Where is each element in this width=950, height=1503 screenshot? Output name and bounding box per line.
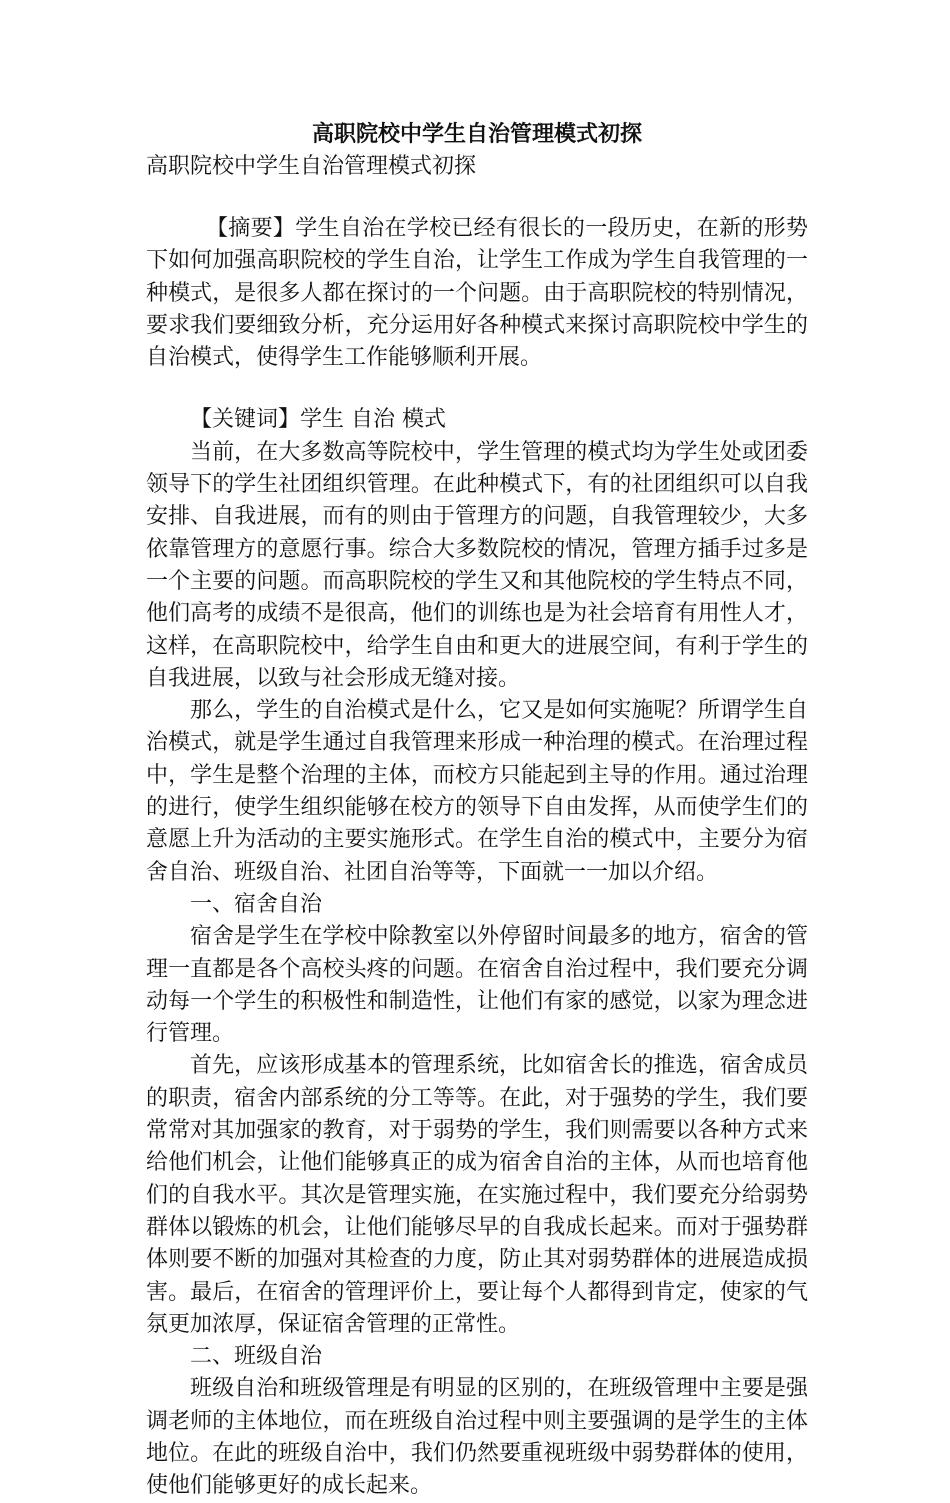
document-page <box>146 118 808 1503</box>
body-paragraph: 宿舍是学生在学校中除教室以外停留时间最多的地方，宿舍的管理一直都是各个高校头疼的问题。在宿舍自治过程中，我们要充分调动每一个学生的积极性和制造性，让他们有家的感觉，以家为理念进行管理。 <box>146 924 808 1047</box>
document-subtitle: 高职院校中学生自治管理模式初探 <box>146 154 477 179</box>
body-paragraph: 首先，应该形成基本的管理系统，比如宿舍长的推选，宿舍成员的职责，宿舍内部系统的分工等等。在此，对于强势的学生，我们要常常对其加强家的教育，对于弱势的学生，我们则需要以各种方式来给他们机会，让他们能够真正的成为宿舍自治的主体，从而也培育他们的自我水平。其次是管理实施，在实施过程中，我们要充分给弱势群体以锻炼的机会，让他们能够尽早的自我成长起来。而对于强势群体则要不断的加强对其检查的力度，防止其对弱势群体的进展造成损害。最后，在宿舍的管理评价上，要让每个人都得到肯定，使家的气氛更加浓厚，保证宿舍管理的正常性。 <box>146 1053 808 1337</box>
body-paragraph: 当前，在大多数高等院校中，学生管理的模式均为学生处或团委领导下的学生社团组织管理。在此种模式下，有的社团组织可以自我安排、自我进展，而有的则由于管理方的问题，自我管理较少，大多依靠管理方的意愿行事。综合大多数院校的情况，管理方插手过多是一个主要的问题。而高职院校的学生又和其他院校的学生特点不同，他们高考的成绩不是很高，他们的训练也是为社会培育有用性人才，这样，在高职院校中，给学生自由和更大的进展空间，有利于学生的自我进展，以致与社会形成无缝对接。 <box>146 439 808 691</box>
section-heading-dormitory: 一、宿舍自治 <box>190 891 323 917</box>
spacer <box>146 183 808 213</box>
abstract-paragraph: 【摘要】学生自治在学校已经有很长的一段历史，在新的形势下如何加强高职院校的学生自治，让学生工作成为学生自我管理的一种模式，是很多人都在探讨的一个问题。由于高职院校的特别情况，要求我们要细致分析，充分运用好各种模式来探讨高职院校中学生的自治模式，使得学生工作能够顺利开展。 <box>146 216 808 371</box>
body-paragraph: 那么，学生的自治模式是什么，它又是如何实施呢？所谓学生自治模式，就是学生通过自我管理来形成一种治理的模式。在治理过程中，学生是整个治理的主体，而校方只能起到主导的作用。通过治理的进行，使学生组织能够在校方的领导下自由发挥，从而使学生们的意愿上升为活动的主要实施形式。在学生自治的模式中，主要分为宿舍自治、班级自治、社团自治等等，下面就一一加以介绍。 <box>146 698 808 885</box>
document-title: 高职院校中学生自治管理模式初探 <box>311 121 642 147</box>
section-heading-class: 二、班级自治 <box>190 1344 323 1370</box>
spacer <box>146 374 808 404</box>
body-paragraph: 班级自治和班级管理是有明显的区别的，在班级管理中主要是强调老师的主体地位，而在班级自治过程中则主要强调的是学生的主体地位。在此的班级自治中，我们仍然要重视班级中弱势群体的使用，使他们能够更好的成长起来。 <box>146 1376 808 1499</box>
keywords-line: 【关键词】学生 自治 模式 <box>190 407 446 433</box>
